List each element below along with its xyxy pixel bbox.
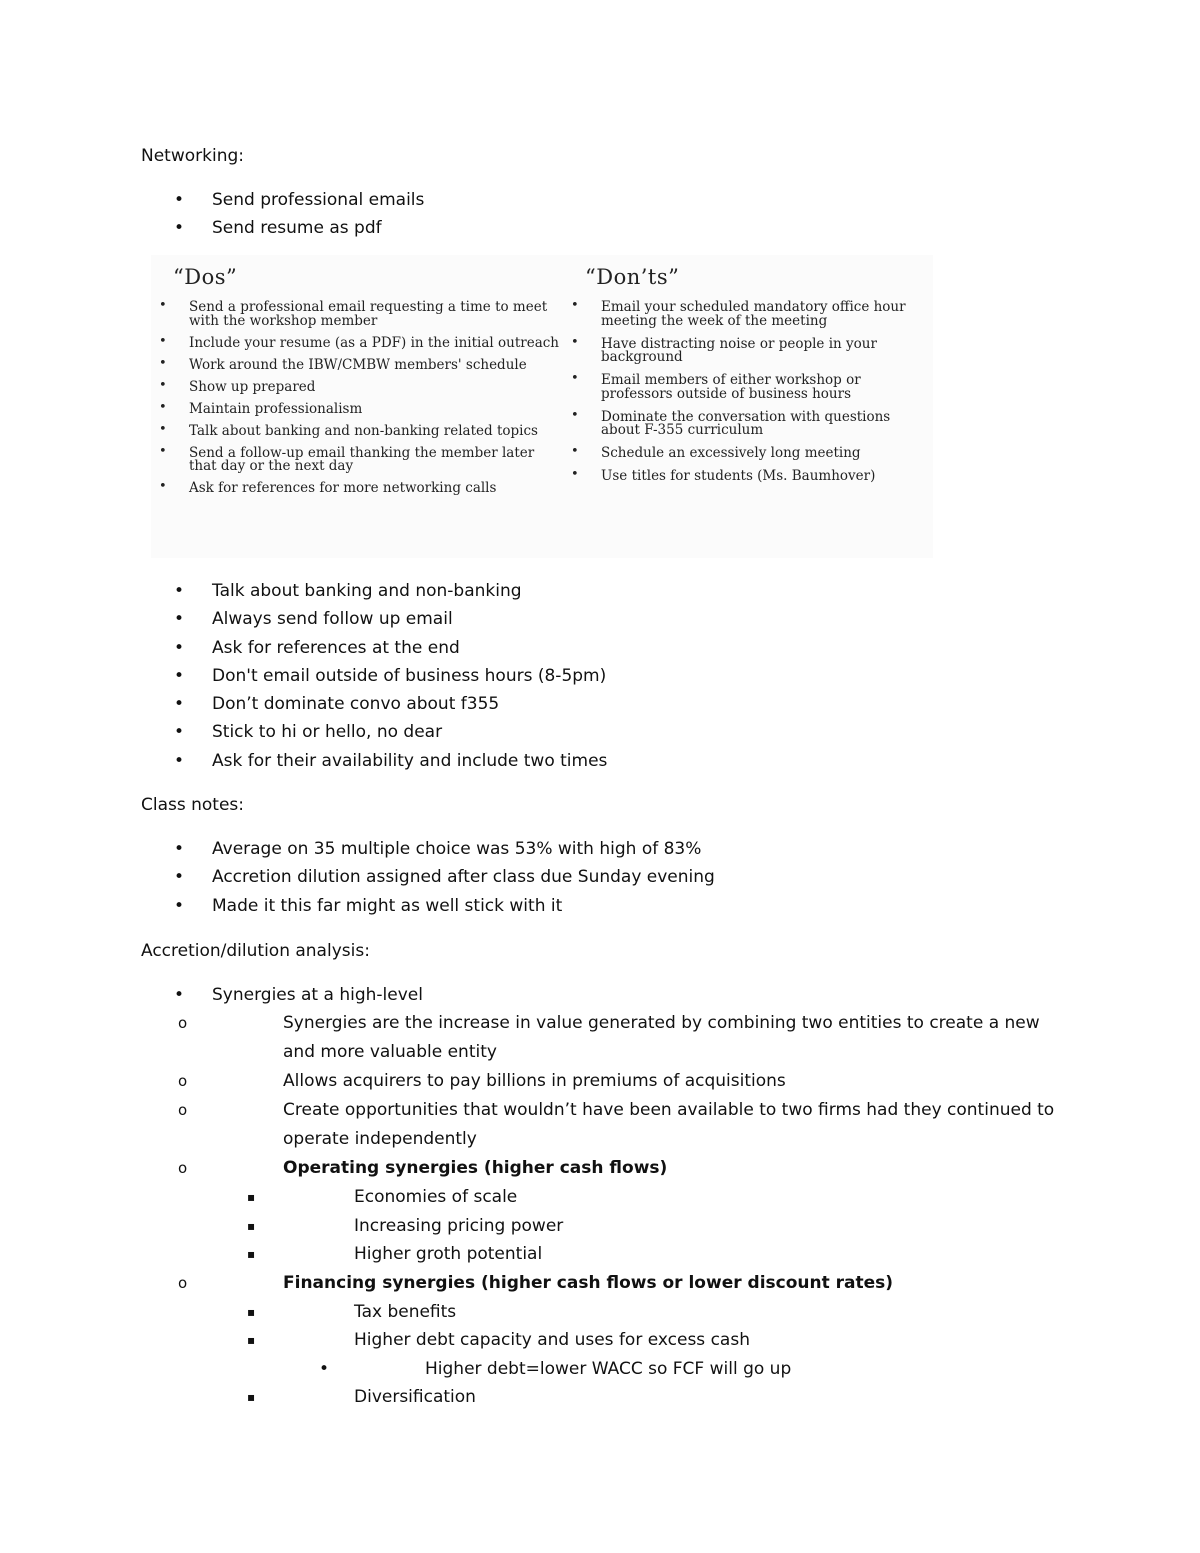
networking-heading: Networking: — [141, 146, 244, 166]
dos-column — [159, 265, 559, 504]
operating-synergies-label: Operating synergies (higher cash flows) — [283, 1158, 668, 1179]
class-notes-heading: Class notes: — [141, 795, 245, 815]
dos-donts-image — [151, 255, 933, 558]
list-item: ▪ Increasing pricing power — [212, 1212, 1101, 1241]
list-item: • Have distracting noise or people in your background — [571, 338, 926, 365]
list-item: • Send a professional email requesting a time to meet with the workshop member — [159, 301, 559, 328]
networking-list — [141, 186, 1101, 243]
list-item: • Talk about banking and non-banking related topics — [159, 425, 559, 439]
list-item: • Email members of either workshop or professors outside of business hours — [571, 374, 926, 401]
list-item: o Create opportunities that wouldn’t have been available to two firms had they continued to operate independently — [141, 1096, 1063, 1154]
list-item: • Send professional emails — [141, 186, 1101, 214]
list-item: • Higher debt=lower WACC so FCF will go up — [283, 1355, 1101, 1384]
donts-title: “Don’ts” — [585, 265, 680, 289]
list-item: • Use titles for students (Ms. Baumhover) — [571, 470, 926, 484]
list-item: • Ask for references at the end — [141, 634, 1101, 662]
donts-column — [571, 265, 926, 493]
list-item: • Ask for references for more networking calls — [159, 482, 559, 496]
list-item: • Ask for their availability and include two times — [141, 747, 1101, 775]
debt-capacity-label: Higher debt capacity and uses for excess cash — [354, 1330, 750, 1351]
financing-list — [212, 1298, 1101, 1412]
synergies-sublist — [141, 1009, 1101, 1412]
dos-list — [159, 301, 559, 496]
dos-title: “Dos” — [173, 265, 238, 289]
list-item: • Send a follow-up email thanking the member later that day or the next day — [159, 447, 559, 474]
donts-list — [571, 301, 926, 484]
list-item — [141, 1154, 1101, 1269]
list-item: ▪ Economies of scale — [212, 1183, 1101, 1212]
list-item: ▪ Diversification — [212, 1383, 1101, 1412]
accretion-list — [141, 981, 1101, 1412]
list-item: • Email your scheduled mandatory office hour meeting the week of the meeting — [571, 301, 926, 328]
list-item: • Send resume as pdf — [141, 214, 1101, 242]
list-item: • Made it this far might as well stick with it — [141, 892, 1101, 920]
list-item — [212, 1326, 1101, 1383]
list-item: • Dominate the conversation with questions about F-355 curriculum — [571, 411, 926, 438]
list-item: ▪ Higher groth potential — [212, 1240, 1101, 1269]
list-item: • Don't email outside of business hours (8-5pm) — [141, 662, 1101, 690]
list-item: • Show up prepared — [159, 381, 559, 395]
list-item: • Maintain professionalism — [159, 403, 559, 417]
list-item: • Don’t dominate convo about f355 — [141, 690, 1101, 718]
list-item: • Accretion dilution assigned after class due Sunday evening — [141, 863, 1101, 891]
list-item: o Allows acquirers to pay billions in premiums of acquisitions — [141, 1067, 1101, 1096]
list-item: • Stick to hi or hello, no dear — [141, 718, 1101, 746]
list-item: • Average on 35 multiple choice was 53% with high of 83% — [141, 835, 1101, 863]
list-item: o Synergies are the increase in value generated by combining two entities to create a new and more valuable entity — [141, 1009, 1063, 1067]
list-item: • Always send follow up email — [141, 605, 1101, 633]
class-notes-list — [141, 835, 1101, 920]
list-item — [141, 981, 1101, 1412]
accretion-heading: Accretion/dilution analysis: — [141, 941, 370, 961]
list-item: ▪ Tax benefits — [212, 1298, 1101, 1327]
list-item: • Talk about banking and non-banking — [141, 577, 1101, 605]
financing-synergies-label: Financing synergies (higher cash flows or lower discount rates) — [283, 1272, 894, 1293]
debt-capacity-sublist — [283, 1355, 1101, 1384]
list-item: • Include your resume (as a PDF) in the initial outreach — [159, 337, 559, 351]
list-item: • Work around the IBW/CMBW members' schedule — [159, 359, 559, 373]
networking-notes-list — [141, 577, 1101, 775]
list-item — [141, 1269, 1101, 1412]
synergies-label: Synergies at a high-level — [212, 985, 423, 1005]
operating-list — [212, 1183, 1101, 1269]
list-item: • Schedule an excessively long meeting — [571, 447, 926, 461]
